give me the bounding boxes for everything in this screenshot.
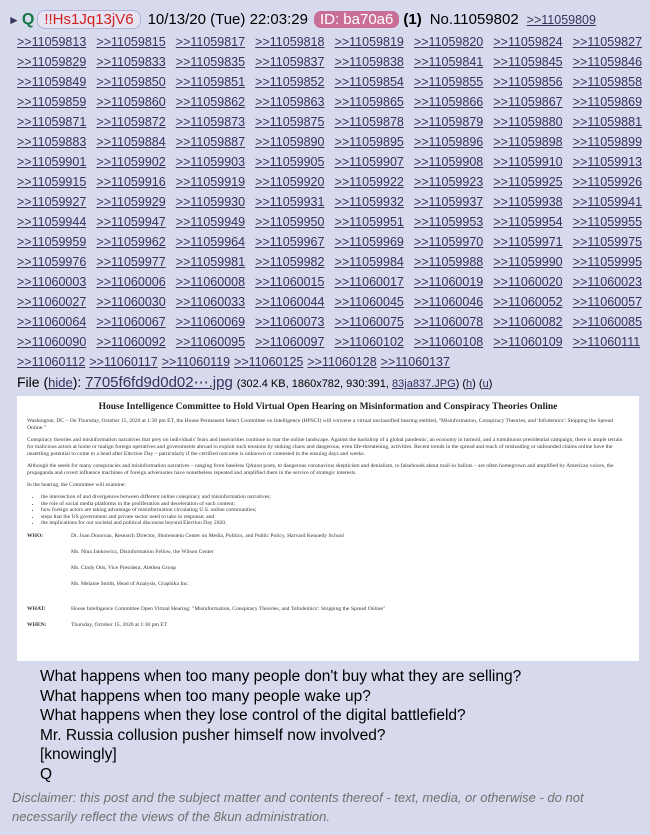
reply-link[interactable]: >>11059869 — [572, 95, 643, 109]
reply-link[interactable]: >>11059964 — [175, 235, 246, 249]
reply-link[interactable]: >>11059858 — [572, 75, 643, 89]
file-h-link[interactable]: h — [466, 378, 473, 390]
reply-link[interactable]: >>11059851 — [175, 75, 246, 89]
reply-link[interactable]: >>11060017 — [334, 275, 404, 289]
document-bullet-list — [41, 494, 629, 527]
reply-link[interactable]: >>11060137 — [380, 355, 450, 369]
reply-link[interactable]: >>11059975 — [572, 235, 643, 249]
reply-link[interactable]: >>11059835 — [175, 55, 246, 69]
reply-link[interactable]: >>11059990 — [493, 255, 563, 269]
document-paragraph: Although the seeds for many conspiracies and misinformation narratives – ranging from baseless QAnon posts, to dangerous coronavirus skepticism and denialism, to falsehoods about mail-in ballots – are often homegrown and amplified by American voices, the propaganda and covert influence machines of foreign adversaries have nonetheless repeated and amplified them in the service of strategic interests. — [27, 463, 614, 476]
reply-link[interactable]: >>11059860 — [96, 95, 166, 109]
file-details: (302.4 KB, 1860x782, 930:391, — [236, 378, 389, 390]
reply-link[interactable]: >>11060067 — [96, 315, 166, 329]
reply-link[interactable]: >>11059923 — [413, 175, 484, 189]
file-label: File — [17, 374, 40, 390]
reply-link[interactable]: >>11060125 — [234, 355, 304, 369]
document-bullet: • how foreign actors are taking advantage of misinformation circulating U.S. online communities; — [41, 507, 629, 514]
body-line: [knowingly] — [40, 746, 117, 763]
reply-link[interactable]: >>11059846 — [572, 55, 643, 69]
reply-link[interactable]: >>11059890 — [255, 135, 325, 149]
reply-link[interactable]: >>11059930 — [175, 195, 246, 209]
document-paragraph: In the hearing, the Committee will examine: — [27, 482, 126, 488]
reply-link[interactable]: >>11060064 — [17, 315, 87, 329]
reply-link[interactable]: >>11060075 — [334, 315, 404, 329]
reply-link[interactable]: >>11059954 — [493, 215, 563, 229]
reply-link[interactable]: >>11059875 — [255, 115, 325, 129]
poster-name: Q — [21, 10, 35, 28]
reply-link[interactable]: >>11059809 — [526, 12, 596, 27]
reply-link[interactable]: >>11060019 — [413, 275, 484, 289]
reply-link[interactable]: >>11059856 — [493, 75, 563, 89]
body-line: What happens when too many people don't buy what they are selling? — [40, 668, 522, 685]
reply-link[interactable]: >>11059949 — [175, 215, 246, 229]
reply-link[interactable]: >>11059937 — [413, 195, 484, 209]
reply-link[interactable]: >>11059982 — [255, 255, 325, 269]
reply-link[interactable]: >>11059920 — [255, 175, 325, 189]
reply-link[interactable]: >>11060046 — [413, 295, 484, 309]
disclaimer: Disclaimer: this post and the subject matter and contents thereof - text, media, or otherwise - do not necessarily reflect the views of the 8kun administration. — [12, 790, 584, 824]
reply-link[interactable]: >>11059902 — [96, 155, 166, 169]
document-bullet: • the role of social media platforms in the proliferation and deceleration of such content; — [41, 501, 629, 508]
reply-link[interactable]: >>11059905 — [255, 155, 325, 169]
reply-link[interactable]: >>11060078 — [413, 315, 484, 329]
reply-link[interactable]: >>11059969 — [334, 235, 404, 249]
reply-link[interactable]: >>11059815 — [96, 35, 166, 49]
reply-link[interactable]: >>11059879 — [413, 115, 484, 129]
who-list — [71, 533, 344, 597]
reply-link[interactable]: >>11059927 — [17, 195, 87, 209]
reply-link[interactable]: >>11059873 — [175, 115, 246, 129]
who-label: WHO: — [27, 532, 44, 539]
reply-link[interactable]: >>11060003 — [17, 275, 87, 289]
witness: Ms. Cindy Otis, Vice President, Alethea Group — [71, 564, 177, 571]
reply-link[interactable]: >>11059813 — [17, 35, 87, 49]
when-text: Thursday, October 15, 2020 at 1:30 pm ET — [71, 621, 168, 628]
file-u-link[interactable]: u — [482, 378, 489, 390]
reply-link[interactable]: >>11059883 — [17, 135, 87, 149]
reply-link[interactable]: >>11059941 — [572, 195, 643, 209]
reply-link[interactable]: >>11059925 — [493, 175, 563, 189]
body-line: What happens when too many people wake up? — [40, 687, 371, 705]
document-when-row — [27, 622, 629, 629]
hide-file-link[interactable]: hide — [48, 375, 73, 390]
file-name-link[interactable]: 7705f6fd9d0d02⋯.jpg — [85, 374, 233, 391]
reply-link[interactable]: >>11060073 — [255, 315, 325, 329]
document-what-row — [27, 606, 629, 613]
reply-link[interactable]: >>11059910 — [493, 155, 563, 169]
reply-link[interactable]: >>11060090 — [17, 335, 87, 349]
reply-link[interactable]: >>11059827 — [572, 35, 643, 49]
reply-link[interactable]: >>11059929 — [96, 195, 166, 209]
collapse-arrow-icon[interactable]: ► — [8, 12, 20, 27]
reply-link[interactable]: >>11059984 — [334, 255, 404, 269]
reply-link[interactable]: >>11059895 — [334, 135, 404, 149]
reply-link[interactable]: >>11059818 — [255, 35, 325, 49]
reply-link[interactable]: >>11059995 — [572, 255, 643, 269]
reply-link[interactable]: >>11059871 — [17, 115, 87, 129]
reply-link[interactable]: >>11060015 — [255, 275, 325, 289]
reply-link[interactable]: >>11059854 — [334, 75, 404, 89]
original-filename-link[interactable]: 83ja837.JPG — [392, 378, 456, 390]
witness: Ms. Nina Jankowicz, Disinformation Fellow, the Wilson Center — [71, 548, 214, 555]
reply-link[interactable]: >>11059938 — [493, 195, 563, 209]
reply-link[interactable]: >>11059849 — [17, 75, 87, 89]
document-bullet: • the intersection of and divergences between different online conspiracy and misinformation narratives; — [41, 494, 629, 501]
reply-link[interactable]: >>11059955 — [572, 215, 643, 229]
reply-link[interactable]: >>11059817 — [175, 35, 246, 49]
reply-link[interactable]: >>11059896 — [413, 135, 484, 149]
reply-link[interactable]: >>11059901 — [17, 155, 87, 169]
reply-link[interactable]: >>11060082 — [493, 315, 563, 329]
reply-link[interactable]: >>11059988 — [413, 255, 484, 269]
body-line: What happens when they lose control of the digital battlefield? — [40, 707, 466, 724]
reply-link[interactable]: >>11060052 — [493, 295, 563, 309]
reply-link-list — [17, 32, 650, 352]
reply-link[interactable]: >>11059913 — [572, 155, 643, 169]
witness: Dr. Joan Donovan, Research Director, Shorenstein Center on Media, Politics, and Public Policy, Harvard Kennedy School — [71, 532, 344, 539]
post-number[interactable]: No.11059802 — [429, 11, 519, 28]
reply-link[interactable]: >>11059837 — [255, 55, 325, 69]
post-body — [40, 667, 521, 784]
reply-link[interactable]: >>11059976 — [17, 255, 87, 269]
what-text: House Intelligence Committee Open Virtual Hearing: "Misinformation, Conspiracy Theories, and 'Infodemics': Stopping the Spread Online" — [71, 605, 386, 612]
reply-link[interactable]: >>11060006 — [96, 275, 166, 289]
reply-link[interactable]: >>11059907 — [334, 155, 404, 169]
document-title: House Intelligence Committee to Hold Virtual Open Hearing on Misinformation and Conspiracy Theories Online — [98, 402, 558, 412]
reply-link[interactable]: >>11060117 — [89, 355, 158, 369]
reply-link[interactable]: >>11059919 — [175, 175, 246, 189]
reply-link[interactable]: >>11059944 — [17, 215, 87, 229]
reply-link[interactable]: >>11059899 — [572, 135, 643, 149]
reply-link[interactable]: >>11060092 — [96, 335, 166, 349]
document-paragraph: Conspiracy theories and misinformation narratives that prey on individuals' fears and insecurities continue to mar the online landscape. Against the backdrop of a global pandemic, an economy in turmoil, and a tumultuous presidential campaign, there is ample terrain for malicious actors at home or malign foreign operatives and governments abroad to exploit such tensions by stoking chaos and dangerous, even life-threatening, activities. Recent trends in the spread and reach of misleading or unfounded claims online have the unsettling potential to come to a head after Election Day – particularly if the certified outcome is unknown or contested in the ensuing days and weeks. — [27, 437, 623, 457]
reply-link[interactable]: >>11059970 — [413, 235, 484, 249]
reply-link[interactable]: >>11059881 — [572, 115, 643, 129]
reply-link[interactable]: >>11059867 — [493, 95, 563, 109]
document-paragraph: Washington, DC – On Thursday, October 15, 2020 at 1:30 pm ET, the House Permanent Select Committee on Intelligence (HPSCI) will convene a virtual unclassified hearing entitled, "Misinformation, Conspiracy Theories, and 'Infodemics': Stopping the Spread Online." — [27, 418, 613, 431]
reply-link[interactable]: >>11059859 — [17, 95, 87, 109]
reply-link[interactable]: >>11059908 — [413, 155, 484, 169]
reply-link[interactable]: >>11059926 — [572, 175, 643, 189]
reply-link[interactable]: >>11060044 — [255, 295, 325, 309]
post-header — [8, 9, 650, 30]
reply-link[interactable]: >>11060069 — [175, 315, 246, 329]
reply-link[interactable]: >>11059977 — [96, 255, 166, 269]
reply-link[interactable]: >>11059959 — [17, 235, 87, 249]
reply-link[interactable]: >>11060020 — [493, 275, 563, 289]
document-bullet: • the implications for our societal and political discourse beyond Election Day 2020. — [41, 520, 629, 527]
body-line: Q — [40, 765, 53, 783]
reply-link[interactable]: >>11060097 — [255, 335, 325, 349]
reply-link[interactable]: >>11060128 — [307, 355, 377, 369]
reply-link[interactable]: >>11059824 — [493, 35, 563, 49]
reply-link[interactable]: >>11059852 — [255, 75, 325, 89]
reply-link[interactable]: >>11059962 — [96, 235, 166, 249]
reply-link[interactable]: >>11059855 — [413, 75, 484, 89]
reply-link[interactable]: >>11059953 — [413, 215, 484, 229]
reply-link[interactable]: >>11059981 — [175, 255, 246, 269]
document-who-row — [27, 533, 629, 597]
reply-link[interactable]: >>11059887 — [175, 135, 246, 149]
reply-link[interactable]: >>11060111 — [572, 335, 641, 349]
reply-link[interactable]: >>11060119 — [161, 355, 231, 369]
witness: Ms. Melanie Smith, Head of Analysis, Graphika Inc. — [71, 580, 189, 587]
reply-link[interactable]: >>11059862 — [175, 95, 246, 109]
reply-link[interactable]: >>11060030 — [96, 295, 166, 309]
reply-link[interactable]: >>11059951 — [334, 215, 404, 229]
reply-link[interactable]: >>11059950 — [255, 215, 325, 229]
reply-link[interactable]: >>11060102 — [334, 335, 404, 349]
reply-link[interactable]: >>11060045 — [334, 295, 404, 309]
poster-id-badge[interactable]: ID: ba70a6 — [314, 11, 399, 28]
reply-link[interactable]: >>11059947 — [96, 215, 166, 229]
reply-link[interactable]: >>11060108 — [413, 335, 484, 349]
document-bullet: • steps that the US government and private sector need to take in response; and — [41, 514, 629, 521]
reply-link[interactable]: >>11059820 — [413, 35, 484, 49]
reply-link[interactable]: >>11060095 — [175, 335, 246, 349]
reply-link[interactable]: >>11059971 — [493, 235, 563, 249]
when-label: WHEN: — [27, 621, 47, 628]
reply-link[interactable]: >>11060027 — [17, 295, 87, 309]
reply-link[interactable]: >>11059865 — [334, 95, 404, 109]
reply-link[interactable]: >>11060085 — [572, 315, 643, 329]
reply-link[interactable]: >>11059878 — [334, 115, 404, 129]
post-datetime: 10/13/20 (Tue) 22:03:29 — [147, 11, 308, 28]
file-info: File (hide): 7705f6fd9d0d02⋯.jpg (302.4 KB, 1860x782, 930:391, 83ja837.JPG) (h) (u) — [17, 374, 493, 391]
attached-image[interactable] — [17, 396, 639, 661]
reply-link[interactable]: >>11059915 — [17, 175, 87, 189]
reply-link[interactable]: >>11059932 — [334, 195, 404, 209]
file-meta: (302.4 KB, 1860x782, 930:391, 83ja837.JPG) (h) (u) — [236, 378, 493, 390]
reply-link[interactable]: >>11059833 — [96, 55, 166, 69]
reply-link[interactable]: >>11059884 — [96, 135, 166, 149]
reply-link[interactable]: >>11059903 — [175, 155, 246, 169]
reply-link[interactable]: >>11059922 — [334, 175, 404, 189]
reply-link[interactable]: >>11059838 — [334, 55, 404, 69]
reply-link[interactable]: >>11059829 — [17, 55, 87, 69]
what-label: WHAT: — [27, 605, 46, 612]
post-count: (1) — [403, 11, 422, 28]
reply-link[interactable]: >>11060023 — [572, 275, 643, 289]
reply-link[interactable]: >>11059872 — [96, 115, 166, 129]
reply-link[interactable]: >>11059898 — [493, 135, 563, 149]
reply-link[interactable]: >>11060057 — [572, 295, 643, 309]
reply-link[interactable]: >>11059863 — [255, 95, 325, 109]
body-line: Mr. Russia collusion pusher himself now involved? — [40, 726, 386, 744]
reply-link-list-last-row — [17, 352, 454, 372]
reply-link[interactable]: >>11059967 — [255, 235, 325, 249]
reply-link[interactable]: >>11059916 — [96, 175, 166, 189]
reply-link[interactable]: >>11059880 — [493, 115, 563, 129]
reply-link[interactable]: >>11060033 — [175, 295, 246, 309]
reply-link[interactable]: >>11059841 — [413, 55, 484, 69]
reply-link[interactable]: >>11059845 — [493, 55, 563, 69]
reply-link[interactable]: >>11059819 — [334, 35, 404, 49]
reply-link[interactable]: >>11060112 — [17, 355, 86, 369]
reply-link[interactable]: >>11059931 — [255, 195, 325, 209]
reply-link[interactable]: >>11059866 — [413, 95, 484, 109]
reply-link[interactable]: >>11060109 — [493, 335, 563, 349]
reply-link[interactable]: >>11059850 — [96, 75, 166, 89]
reply-link[interactable]: >>11060008 — [175, 275, 246, 289]
tripcode: !!Hs1Jq13jV6 — [37, 10, 140, 29]
